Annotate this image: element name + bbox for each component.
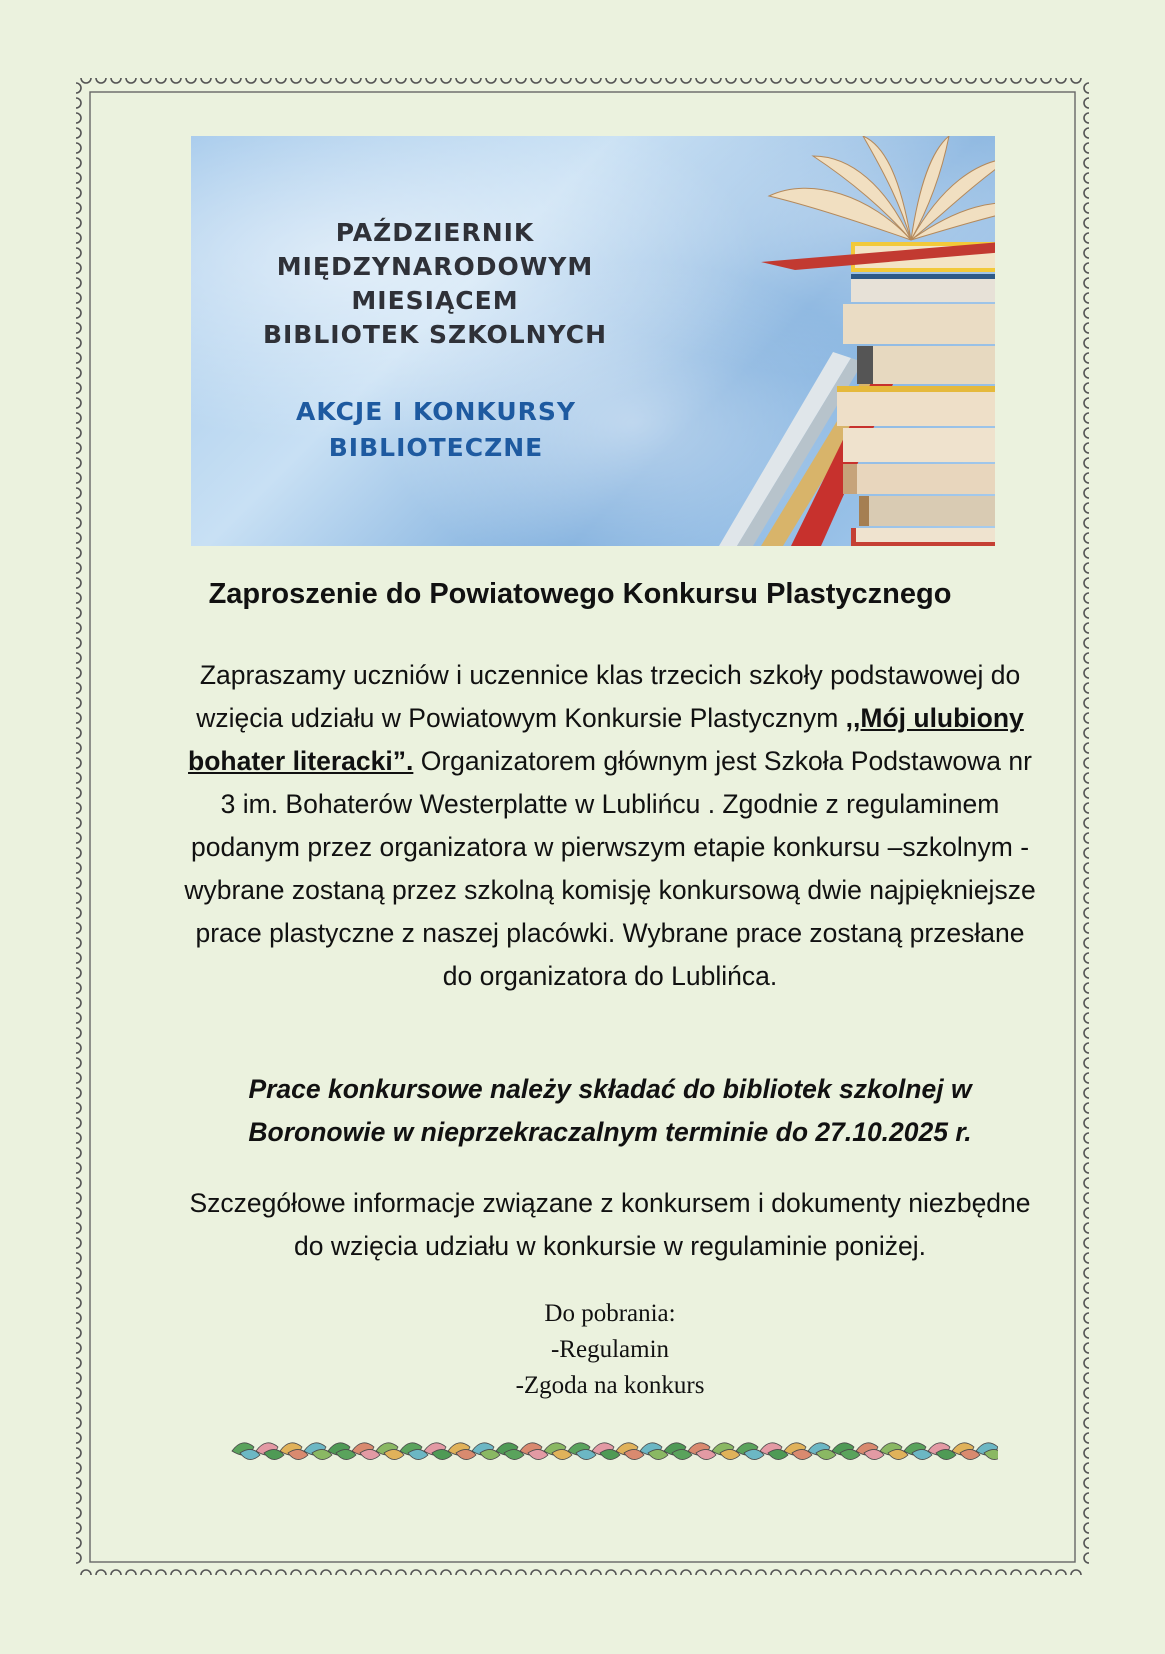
intro-text-start: Zapraszamy uczniów i uczennice klas trzecich szkoły podstawowej do wzięcia udziału w Powiatowym Konkursie Plastycznym (196, 660, 1021, 733)
page-title: Zaproszenie do Powiatowego Konkursu Plastycznego (208, 578, 952, 610)
banner-title-line: BIBLIOTEK SZKOLNYCH (262, 320, 608, 349)
banner-title-line: MIESIĄCEM (351, 286, 519, 315)
book-stack-illustration (491, 136, 995, 546)
downloads-section (380, 1296, 840, 1404)
banner-title-line: MIĘDZYNARODOWYM (276, 252, 594, 281)
banner-subtitle-line: BIBLIOTECZNE (328, 433, 544, 462)
deadline-notice: Prace konkursowe należy składać do bibliotek szkolnej w Boronowie w nieprzekraczalnym terminie do 27.10.2025 r. (248, 1074, 972, 1147)
intro-text-end: Organizatorem głównym jest Szkoła Podstawowa nr 3 im. Bohaterów Westerplatte w Lublińcu . Zgodnie z regulaminem podanym przez organizatora w pierwszym etapie konkursu –szkolnym -wybrane zostaną przez szkolną komisję konkursową dwie najpiękniejsze prace plastyczne z naszej placówki. Wybrane prace zostaną przesłane do organizatora do Lublińca. (184, 746, 1036, 991)
banner-subtitle-line: AKCJE I KONKURSY (295, 397, 577, 426)
contest-title: ,,Mój ulubiony bohater literacki”. (188, 703, 1024, 776)
downloads-label: Do pobrania: (544, 1300, 676, 1327)
banner-title-line: PAŹDZIERNIK (335, 218, 535, 247)
leaf-garland-divider (222, 1434, 998, 1468)
download-link-consent[interactable]: -Zgoda na konkurs (515, 1372, 705, 1399)
download-link-regulamin[interactable]: -Regulamin (550, 1336, 670, 1363)
intro-paragraph (180, 654, 1040, 998)
banner-image (191, 136, 995, 546)
details-paragraph: Szczegółowe informacje związane z konkursem i dokumenty niezbędne do wzięcia udziału w konkursie w regulaminie poniżej. (189, 1188, 1031, 1261)
